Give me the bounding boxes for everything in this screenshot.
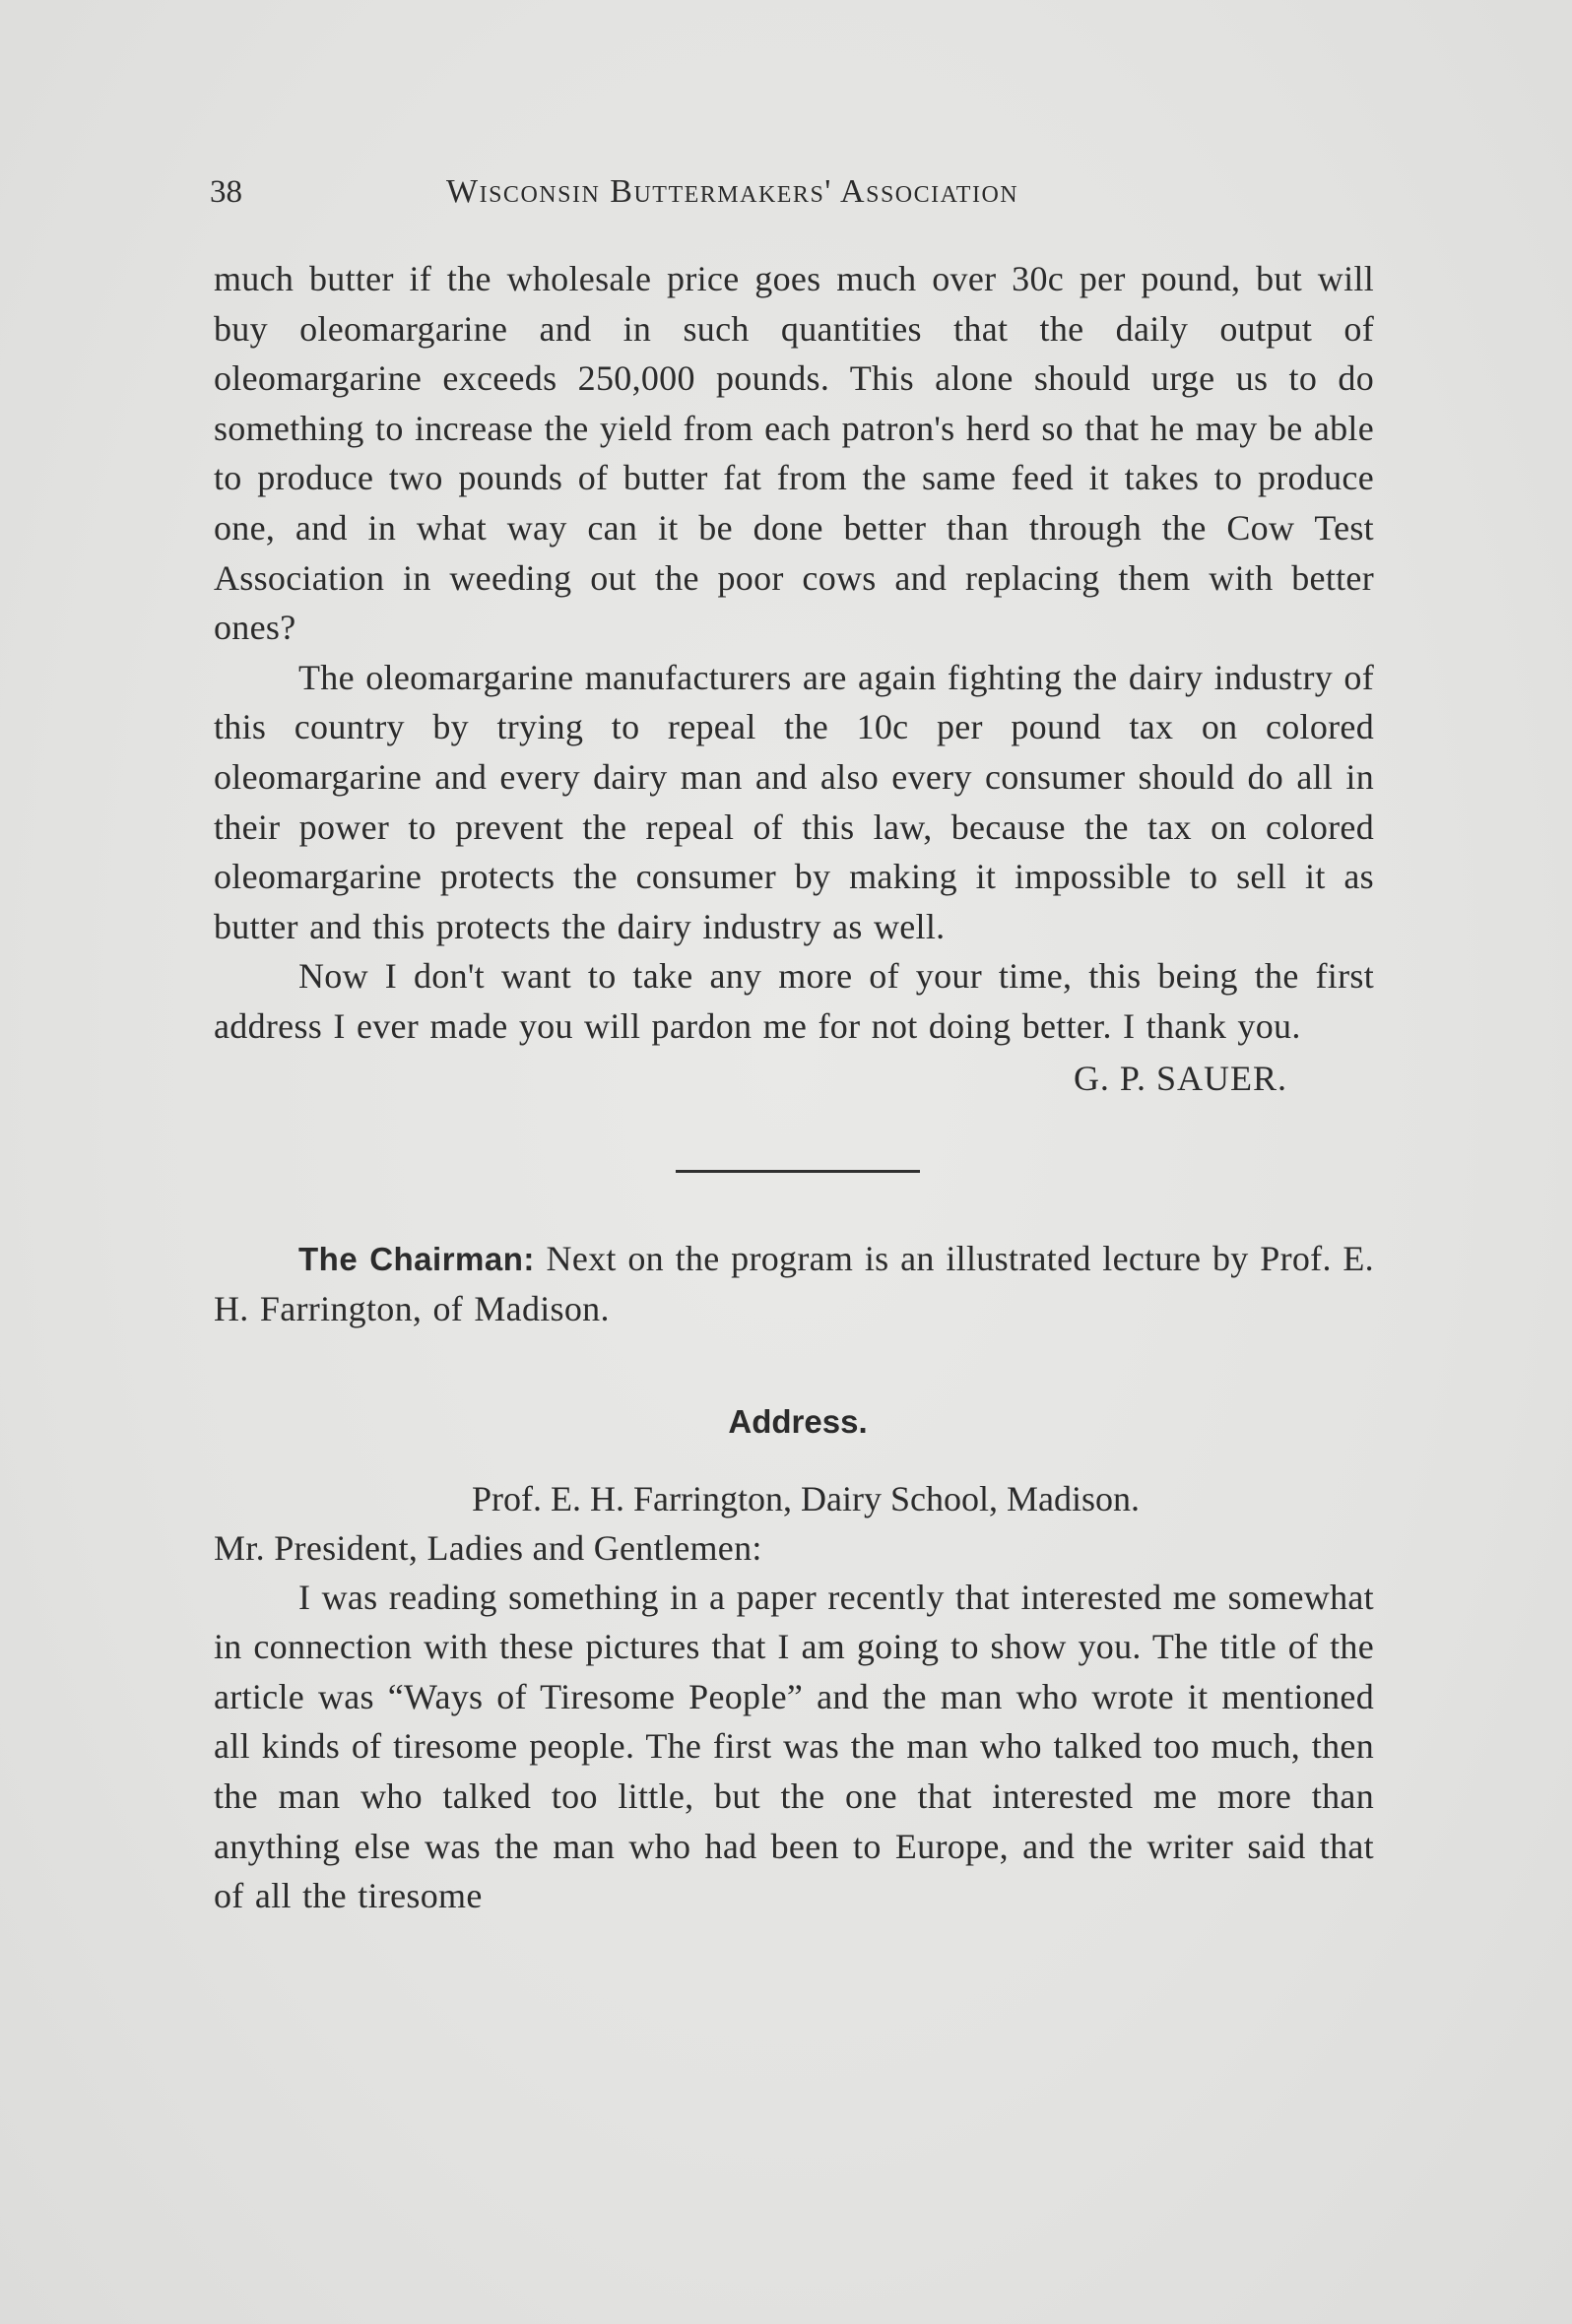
chairman-remark (214, 1234, 1374, 1334)
speaker-label: The Chairman: (298, 1240, 535, 1277)
chairman-text: Next on the program is an illustrated lecture by Prof. E. H. Farrington, of Madison. (214, 1238, 1374, 1329)
text-block (214, 254, 1374, 1921)
section-heading: Address. (728, 1402, 868, 1440)
running-head (210, 167, 1372, 217)
running-title: Wisconsin Buttermakers' Association (446, 173, 1019, 210)
paragraph-continued: much butter if the wholesale price goes much over 30c per pound, but will buy oleomargarine and in such quantities that the daily output of oleomargarine exceeds 250,000 pounds. This alone should urge us to do something to increase the yield from each patron's herd so that he may be able to produce two pounds of butter fat from the same feed it takes to produce one, and in what way can it be done better than through the Cow Test Association in weeding out the poor cows and replacing them with better ones? (214, 259, 1374, 648)
section-divider (676, 1170, 920, 1173)
paragraph-closing: Now I don't want to take any more of your time, this being the first address I ever made you will pardon me for not doing better. I thank you. (214, 956, 1374, 1046)
salutation: Mr. President, Ladies and Gentlemen: (214, 1527, 762, 1568)
speaker-byline: Prof. E. H. Farrington, Dairy School, Madison. (472, 1478, 1140, 1518)
address-paragraph: I was reading something in a paper recently that interested me somewhat in connection with these pictures that I am going to show you. The title of the article was “Ways of Tiresome People” and the man who wrote it mentioned all kinds of tiresome people. The first was the man who talked too much, then the man who talked too little, but the one that interested me more than anything else was the man who had been to Europe, and the writer said that of all the tiresome (214, 1577, 1374, 1916)
signature: G. P. SAUER. (1073, 1058, 1287, 1098)
paragraph-oleomargarine-tax: The oleomargarine manufacturers are again fighting the dairy industry of this country by trying to repeal the 10c per pound tax on colored oleomargarine and every dairy man and also every consumer should do all in their power to prevent the repeal of this law, because the tax on colored oleomargarine protects the consumer by making it impossible to sell it as butter and this protects the dairy industry as well. (214, 657, 1374, 946)
page-number: 38 (210, 174, 242, 210)
